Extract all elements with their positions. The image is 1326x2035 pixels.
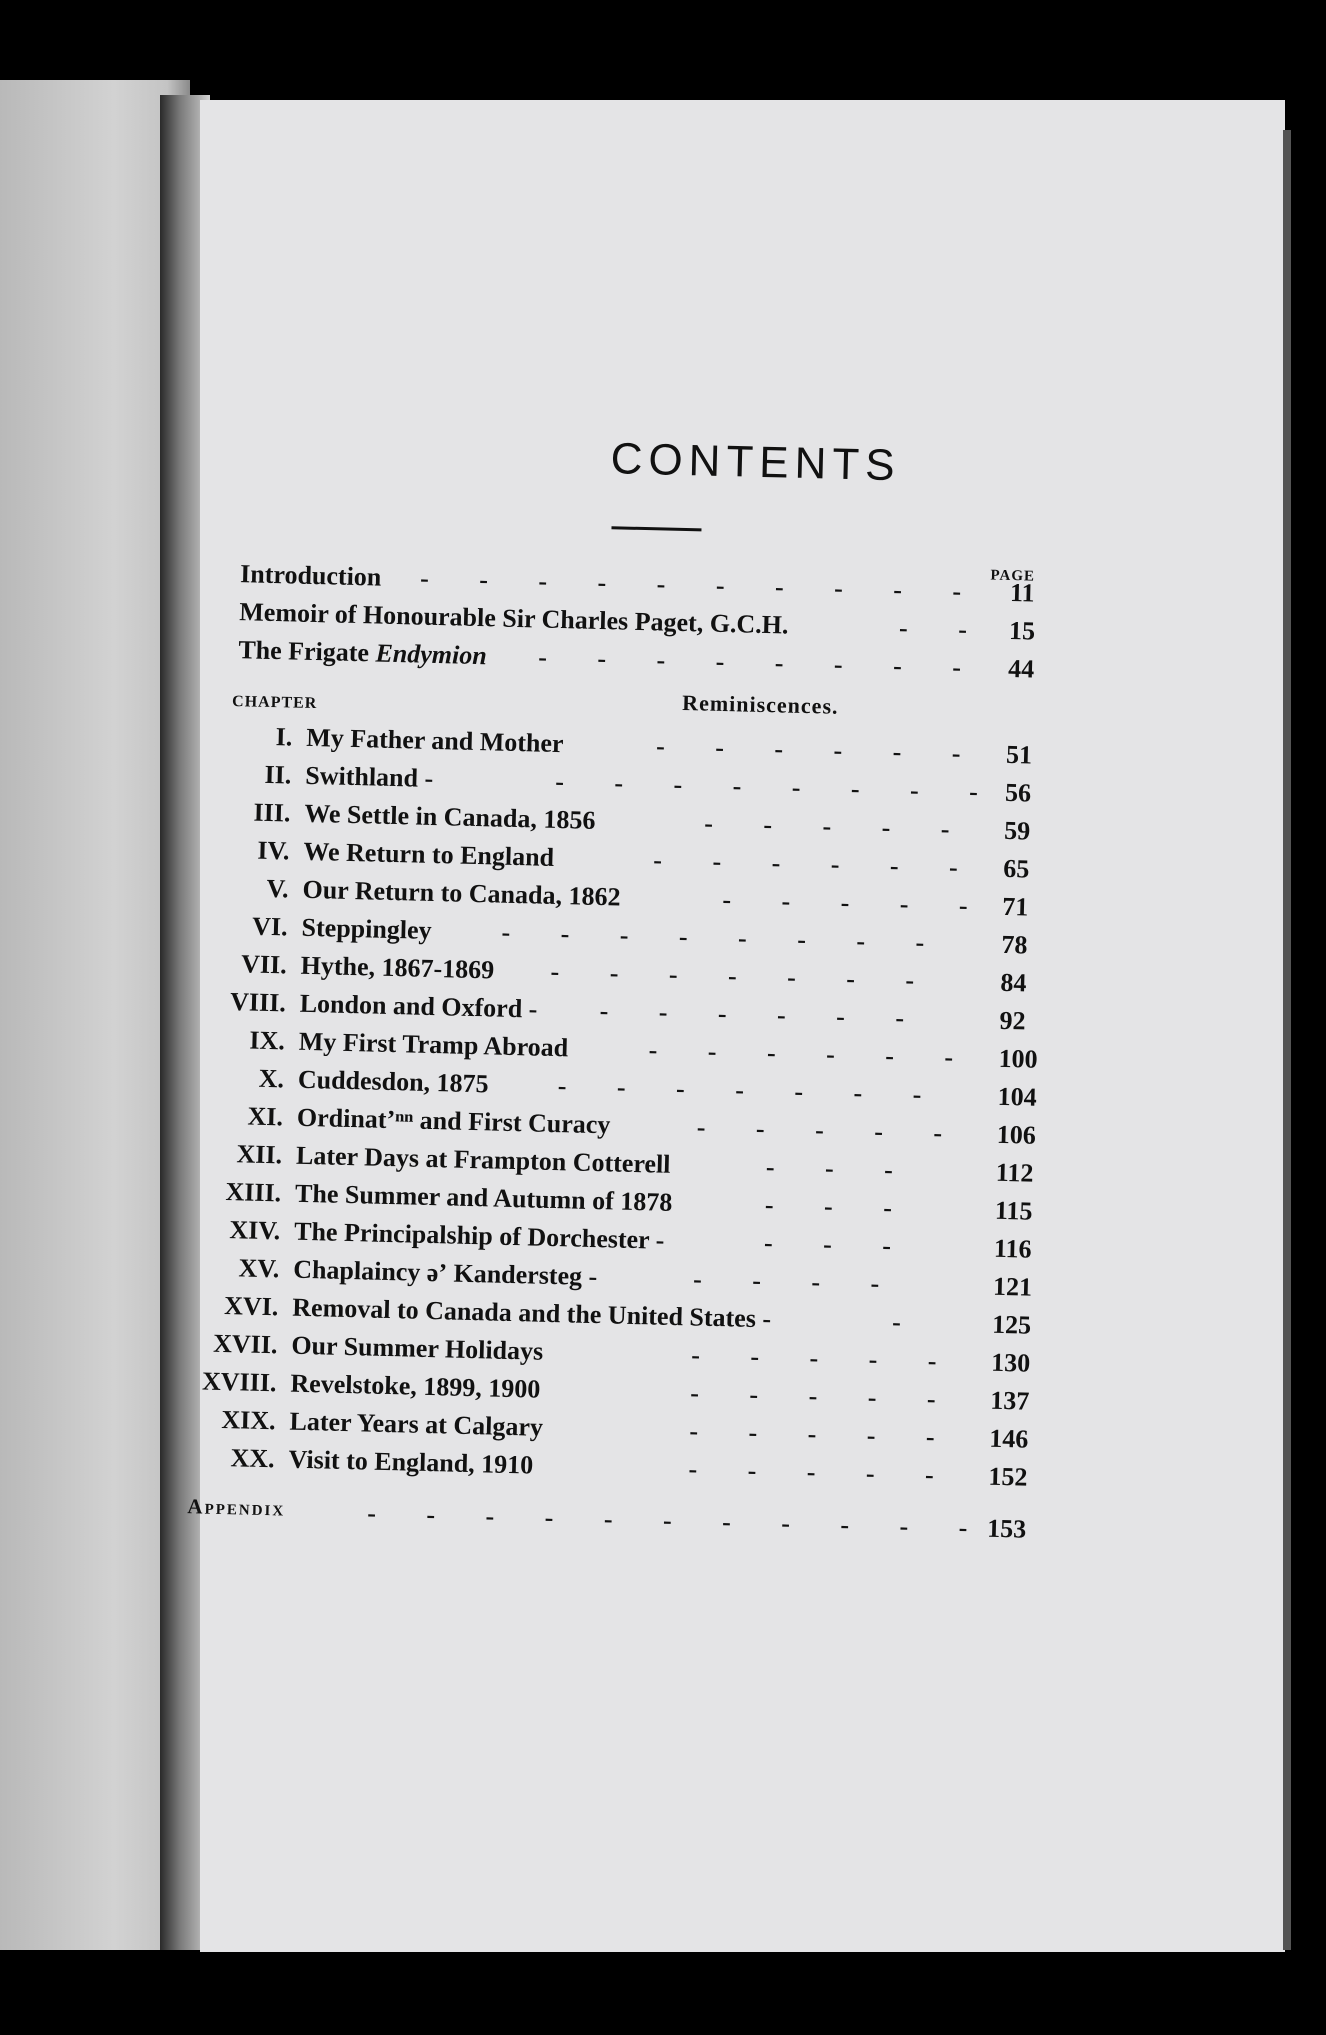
leader-dots: - - - - - - - -	[537, 642, 984, 683]
chapter-title: My First Tramp Abroad	[298, 1026, 569, 1063]
leader-dots: - -	[898, 613, 990, 645]
chapter-page: 100	[998, 1043, 1038, 1074]
leader-dots: - - - - - -	[648, 1035, 976, 1073]
chapter-number: XIV.	[229, 1215, 281, 1246]
chapter-title: Hythe, 1867-1869	[300, 950, 495, 985]
chapter-page: 146	[989, 1423, 1029, 1454]
leader-dots: - - - -	[692, 1264, 902, 1299]
entry-title: Memoir of Honourable Sir Charles Paget, G.C.H.	[238, 597, 789, 640]
leader-dots: - - -	[763, 1228, 914, 1261]
leader-dots: - - - - - -	[653, 845, 981, 883]
entry-title: Introduction	[239, 559, 382, 592]
chapter-title: Ordinat’ⁿⁿ and First Curacy	[296, 1102, 611, 1140]
chapter-page: 112	[995, 1157, 1034, 1188]
chapter-title: The Principalship of Dorchester -	[293, 1216, 665, 1255]
chapter-number: XIX.	[221, 1404, 276, 1436]
chapter-number: I.	[275, 722, 293, 752]
chapter-column-label: CHAPTER	[231, 693, 318, 713]
chapter-number: XIII.	[225, 1177, 282, 1208]
leader-dots: - - - - - - - - - -	[419, 563, 984, 607]
leader-dots: -	[891, 1307, 924, 1338]
chapter-page: 106	[996, 1119, 1037, 1150]
chapter-title: Cuddesdon, 1875	[297, 1064, 489, 1099]
chapter-page: 92	[999, 1005, 1026, 1036]
chapter-number: XX.	[230, 1443, 276, 1474]
section-heading: Reminiscences.	[681, 690, 839, 719]
chapter-number: IX.	[249, 1025, 286, 1056]
chapter-title: We Settle in Canada, 1856	[304, 798, 596, 835]
chapter-title: Our Summer Holidays	[291, 1330, 544, 1366]
entry-page: 15	[1008, 615, 1036, 646]
chapter-title: Swithland -	[304, 760, 434, 793]
page-content	[177, 87, 1307, 1965]
chapter-title: Chaplaincy əʼ Kandersteg -	[292, 1254, 598, 1292]
leader-dots: - - - - -	[690, 1378, 958, 1414]
chapter-title: Later Days at Frampton Cotterell	[295, 1140, 671, 1179]
chapter-title: Our Return to Canada, 1862	[302, 874, 621, 912]
chapter-title: Visit to England, 1910	[288, 1444, 534, 1480]
leader-dots: - - - - -	[689, 1416, 958, 1452]
chapter-title: Removal to Canada and the United States -	[292, 1292, 772, 1334]
chapter-number: VIII.	[229, 987, 287, 1018]
chapter-title: The Summer and Autumn of 1878	[294, 1178, 673, 1217]
leader-dots: - - - - - -	[599, 996, 927, 1034]
leader-dots: - - - - -	[690, 1340, 959, 1376]
chapter-title: Revelstoke, 1899, 1900	[290, 1368, 541, 1404]
leader-dots: - - - - - - - - - - -	[366, 1498, 990, 1543]
chapter-number: XVI.	[223, 1291, 279, 1322]
chapter-page: 59	[1003, 815, 1031, 846]
chapter-number: III.	[253, 797, 291, 828]
leader-dots: - - - - - - -	[557, 1071, 944, 1110]
chapter-page: 84	[1000, 967, 1027, 998]
page-title: CONTENTS	[610, 434, 902, 491]
chapter-number: XII.	[236, 1139, 283, 1170]
title-rule	[611, 526, 701, 531]
chapter-number: VI.	[251, 911, 288, 942]
chapter-page: 71	[1002, 891, 1029, 922]
chapter-page: 104	[997, 1081, 1038, 1112]
chapter-number: XVII.	[212, 1328, 278, 1360]
leader-dots: - - - - - -	[655, 731, 983, 769]
appendix-title: Appendix	[187, 1494, 286, 1521]
appendix-page: 153	[986, 1513, 1027, 1544]
leader-dots: - - -	[764, 1190, 915, 1223]
page-edge	[1283, 130, 1291, 1950]
leader-dots: - - - - -	[688, 1454, 957, 1490]
chapter-number: XV.	[238, 1253, 280, 1284]
entry-title-italic: Endymion	[375, 638, 488, 671]
leader-dots: - - - - -	[696, 1112, 965, 1149]
leader-dots: - - - - - - - -	[501, 917, 947, 958]
chapter-title: London and Oxford -	[299, 988, 538, 1024]
leader-dots: - - - - - - -	[550, 956, 937, 996]
chapter-page: 78	[1001, 929, 1028, 960]
entry-title-prefix: The Frigate	[238, 635, 376, 668]
chapter-page: 152	[988, 1461, 1028, 1492]
chapter-page: 51	[1005, 739, 1033, 770]
chapter-title: Steppingley	[301, 912, 432, 945]
chapter-number: VII.	[240, 949, 288, 980]
leader-dots: - - -	[765, 1152, 916, 1185]
chapter-number: IV.	[257, 835, 290, 866]
chapter-page: 65	[1002, 853, 1030, 884]
chapter-page: 56	[1004, 777, 1032, 808]
chapter-number: XVIII.	[201, 1366, 277, 1398]
chapter-page: 137	[989, 1385, 1030, 1416]
chapter-page: 130	[990, 1347, 1031, 1378]
chapter-number: V.	[266, 873, 289, 904]
contents-page	[187, 100, 1285, 1952]
chapter-page: 116	[993, 1233, 1032, 1264]
leader-dots: - - - - -	[722, 885, 991, 921]
chapter-page: 121	[992, 1271, 1033, 1302]
chapter-title: My Father and Mother	[305, 722, 564, 759]
chapter-number: II.	[264, 759, 292, 790]
chapter-number: XI.	[247, 1101, 284, 1132]
entry-page: 44	[1007, 653, 1035, 684]
leader-dots: - - - - -	[703, 808, 972, 845]
chapter-title: We Return to England	[303, 836, 555, 872]
page-column-header: PAGE	[990, 567, 1036, 585]
entry-page: 11	[1009, 577, 1035, 608]
chapter-number: X.	[258, 1063, 285, 1094]
leader-dots: - - - - - - - -	[554, 766, 1001, 807]
chapter-page: 125	[991, 1309, 1032, 1340]
chapter-page: 115	[994, 1195, 1033, 1226]
entry-title	[238, 635, 487, 671]
chapter-title: Later Years at Calgary	[289, 1406, 544, 1442]
